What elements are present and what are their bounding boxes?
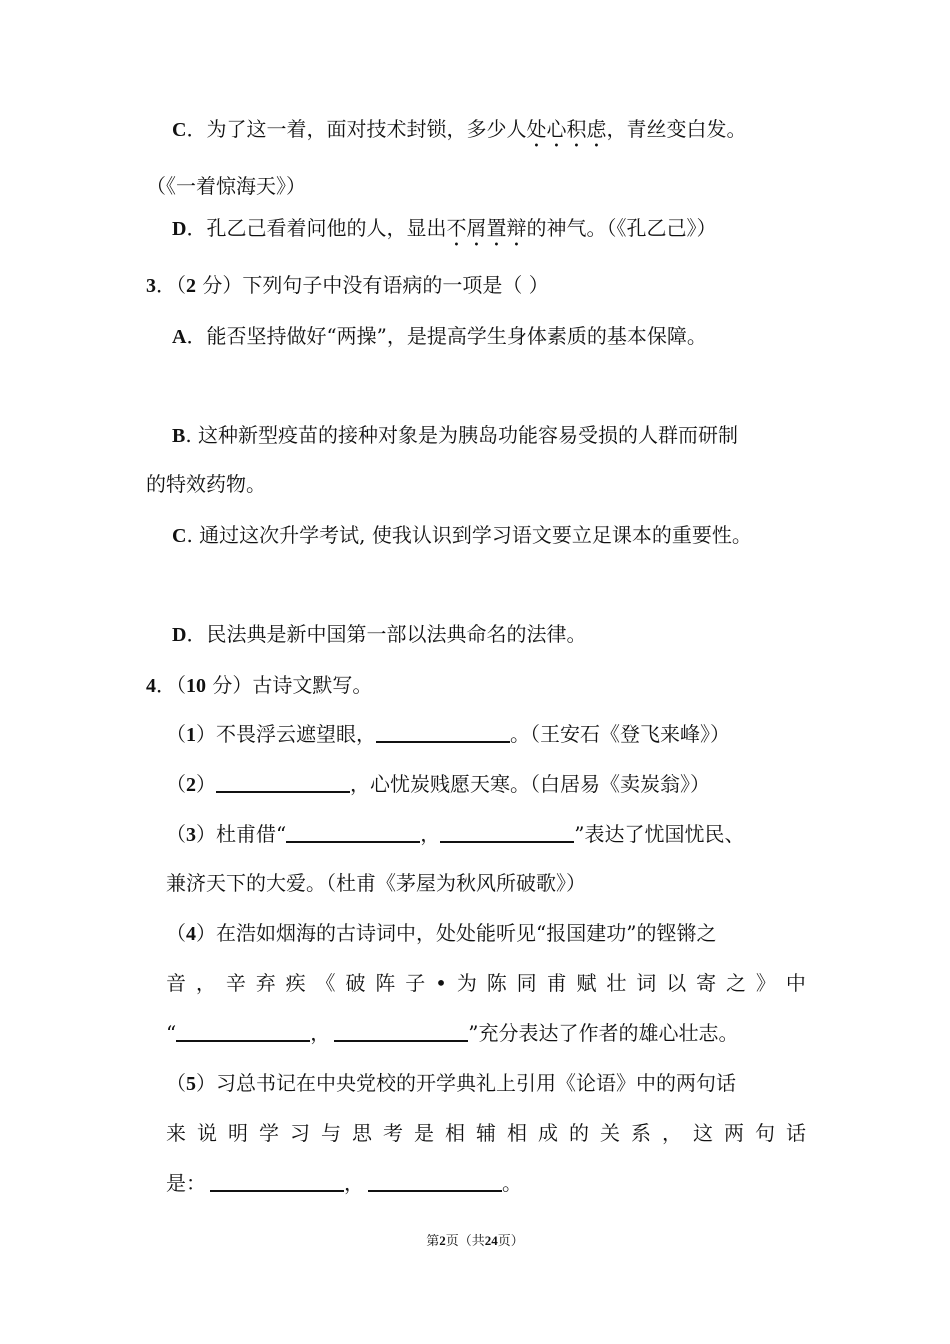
q4-item-5-justified-line [166, 1119, 806, 1147]
justified-char: 弃 [255, 971, 276, 995]
justified-char: 说 [197, 1121, 217, 1145]
justified-char: 陈 [486, 971, 507, 995]
page-footer: 第2页（共24页） [426, 1233, 524, 1249]
q4-item-4-justified-line [166, 969, 806, 997]
justified-char: 的 [569, 1121, 589, 1145]
justified-char: 子 [405, 971, 426, 995]
q4-item-5: （5）习总书记在中央党校的开学典礼上引用《论语》中的两句话 [166, 1071, 736, 1095]
q4-item-2: （2） ，心忧炭贱愿天寒。（白居易《卖炭翁》） [166, 772, 710, 796]
justified-char: ， [195, 971, 216, 995]
emphasis-dotted-text: 不屑置辩 [446, 216, 527, 240]
justified-char: 壮 [606, 971, 627, 995]
justified-char: 破 [345, 971, 366, 995]
answer-blank[interactable] [440, 821, 574, 843]
justified-char: 词 [636, 971, 657, 995]
q4-item-4: （4）在浩如烟海的古诗词中，处处能听见“报国建功”的铿锵之 [166, 921, 717, 945]
justified-char: 》 [755, 971, 776, 995]
q3-option-a: A．能否坚持做好“两操”，是提高学生身体素质的基本保障。 [172, 324, 707, 348]
q4-item-1: （1）不畏浮云遮望眼， 。（王安石《登飞来峰》） [166, 722, 730, 746]
justified-char: 是 [414, 1121, 434, 1145]
justified-char: ， [662, 1121, 682, 1145]
justified-char: 相 [507, 1121, 527, 1145]
justified-char: 《 [315, 971, 336, 995]
justified-char: 这 [693, 1121, 713, 1145]
q4-item-5-answer-line: 是： ， 。 [166, 1171, 522, 1195]
justified-char: 辅 [476, 1121, 496, 1145]
justified-char: 甫 [546, 971, 567, 995]
justified-char: 辛 [225, 971, 246, 995]
justified-char: 与 [321, 1121, 341, 1145]
answer-blank[interactable] [216, 771, 350, 793]
answer-blank[interactable] [368, 1170, 502, 1192]
justified-char: 关 [600, 1121, 620, 1145]
answer-blank[interactable] [210, 1170, 344, 1192]
q3-option-d: D．民法典是新中国第一部以法典命名的法律。 [172, 622, 587, 646]
justified-char: 音 [166, 971, 186, 995]
q2-option-c-source: （《一着惊海天》） [146, 174, 306, 198]
answer-blank[interactable] [286, 821, 420, 843]
q4-item-4-answer-line: “ ， ”充分表达了作者的雄心壮志。 [166, 1021, 739, 1045]
justified-char: 来 [166, 1121, 186, 1145]
justified-char: 阵 [375, 971, 396, 995]
justified-char: 以 [666, 971, 687, 995]
justified-char: 话 [786, 1121, 806, 1145]
justified-char: 相 [445, 1121, 465, 1145]
q2-option-d: D．孔乙己看着问他的人，显出不屑置辩的神气。（《孔乙己》） [172, 216, 717, 240]
q4-item-3-continued: 兼济天下的大爱。（杜甫《茅屋为秋风所破歌》） [166, 871, 586, 895]
justified-char: 疾 [285, 971, 306, 995]
justified-char: 习 [290, 1121, 310, 1145]
justified-char: 两 [724, 1121, 744, 1145]
q2-option-c: C．为了这一着，面对技术封锁，多少人处心积虑，青丝变白发。 [172, 117, 747, 141]
emphasis-dotted-text: 处心积虑 [526, 117, 607, 141]
justified-char: 句 [755, 1121, 775, 1145]
justified-char: 为 [456, 971, 477, 995]
justified-char: 寄 [696, 971, 717, 995]
answer-blank[interactable] [176, 1020, 310, 1042]
justified-char: 思 [352, 1121, 372, 1145]
answer-blank[interactable] [376, 721, 510, 743]
justified-char: 系 [631, 1121, 651, 1145]
q4-stem: 4．（10 分）古诗文默写。 [146, 673, 373, 697]
justified-char: • [435, 971, 447, 995]
q3-stem: 3．（2 分）下列句子中没有语病的一项是（ ） [146, 273, 549, 297]
q3-option-b: B. 这种新型疫苗的接种对象是为胰岛功能容易受损的人群而研制 [172, 423, 739, 447]
q3-option-c: C. 通过这次升学考试, 使我认识到学习语文要立足课本的重要性。 [172, 523, 752, 547]
justified-char: 成 [538, 1121, 558, 1145]
justified-char: 赋 [576, 971, 597, 995]
justified-char: 学 [259, 1121, 279, 1145]
q4-item-3: （3）杜甫借“ ， ”表达了忧国忧民、 [166, 822, 745, 846]
justified-char: 同 [516, 971, 537, 995]
justified-char: 中 [785, 971, 806, 995]
answer-blank[interactable] [334, 1020, 468, 1042]
justified-char: 之 [726, 971, 747, 995]
justified-char: 考 [383, 1121, 403, 1145]
justified-char: 明 [228, 1121, 248, 1145]
q3-option-b-continued: 的特效药物。 [146, 472, 266, 496]
